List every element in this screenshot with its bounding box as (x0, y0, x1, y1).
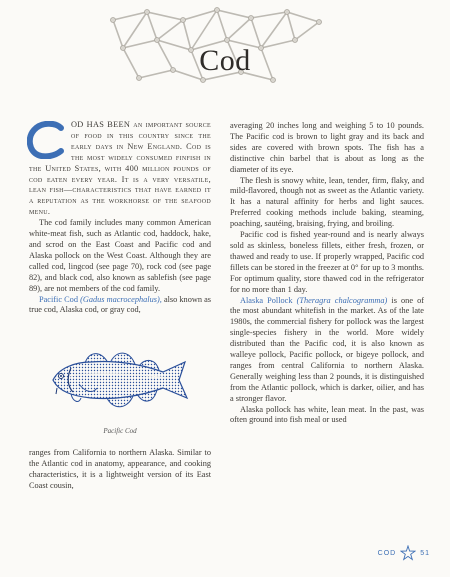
page-title: Cod (199, 44, 251, 77)
pacific-cod-range-paragraph: ranges from California to northern Alaska. Similar to the Atlantic cod in anatomy, appearance, and cooking characteristics, it is a lightweight version of its East Coast cousin, (29, 448, 211, 491)
right-column (230, 121, 424, 426)
flesh-description-paragraph: The flesh is snowy white, lean, tender, firm, flaky, and mild-flavored, though not as sweet as the Atlantic variety. It has a natural affinity for herbs and light sauces. Preferred cooking methods include baking, steaming, poaching, sautéing, braising, frying, and broiling. (230, 175, 424, 229)
storage-paragraph: Pacific cod is fished year-round and is nearly always sold as skinless, boneless fillets, either fresh, frozen, or thawed and ready to use. If properly wrapped, Pacific cod fillets can be stored in the freezer at 0° for up to 3 months. For optimum quality, store thawed cod in the refrigerator for no more than 1 day. (230, 230, 424, 294)
alaska-pollock-paragraph (230, 296, 424, 405)
starfish-icon (400, 545, 416, 561)
pacific-cod-heading: Pacific Cod (39, 294, 78, 304)
drop-cap (27, 121, 67, 159)
pacific-cod-text: also known as true cod, Alaska cod, or gray cod, (29, 294, 211, 315)
alaska-pollock-text: is one of the most abundant whitefish in the market. As of the late 1980s, the commercial fishery for pollock was the largest single-species fishery in the world. More widely distributed than the Pacific cod, it is also known as walleye pollock, Pacific pollock, or bigeye pollock, and ranges from central California to northern Alaska. Generally weighing less than 2 pounds, it is distinguished from the Atlantic pollock, which is darker, oilier, and has a stronger flavor. (230, 295, 425, 403)
alaska-pollock-scientific-name: (Theragra chalcogramma) (296, 295, 388, 305)
pacific-cod-paragraph (29, 295, 211, 317)
intro-paragraph (29, 120, 211, 218)
pacific-cod-size-paragraph: averaging 20 inches long and weighing 5 to 10 pounds. The Pacific cod is brown to light gray and its back and sides are covered with brown spots. The fish has a distinctive chin barbel that is about as long as the diameter of its eye. (230, 121, 424, 174)
left-column (29, 120, 211, 492)
cod-family-paragraph: The cod family includes many common American white-meat fish, such as Atlantic cod, haddock, hake, and scrod on the East Coast and Pacific cod and Alaska pollock on the West Coast. Although they are called cod, lingcod (see page 70), rock cod (see page 82), and black cod, also known as sablefish (see page 89), are not members of the cod family. (29, 218, 211, 293)
intro-text: OD HAS BEEN an important source of food in this country since the early days in New England. Cod is the most widely consumed finfish in the United States, with 400 million pounds of cod eaten every year. It is a very versatile, lean fish—characteristics that have earned it a reputation as the workhorse of the seafood menu. (29, 120, 211, 217)
page-footer (378, 545, 430, 561)
alaska-pollock-meat-paragraph: Alaska pollock has white, lean meat. In the past, was often ground into fish meal or used (230, 404, 424, 425)
alaska-pollock-heading: Alaska Pollock (240, 295, 293, 305)
fish-caption: Pacific Cod (103, 427, 137, 436)
pacific-cod-illustration (29, 336, 211, 442)
page-number: 51 (420, 549, 430, 557)
pacific-cod-scientific-name: (Gadus macrocephalus), (80, 294, 162, 304)
cod-fish-icon (45, 336, 195, 424)
footer-chapter: COD (377, 549, 397, 557)
